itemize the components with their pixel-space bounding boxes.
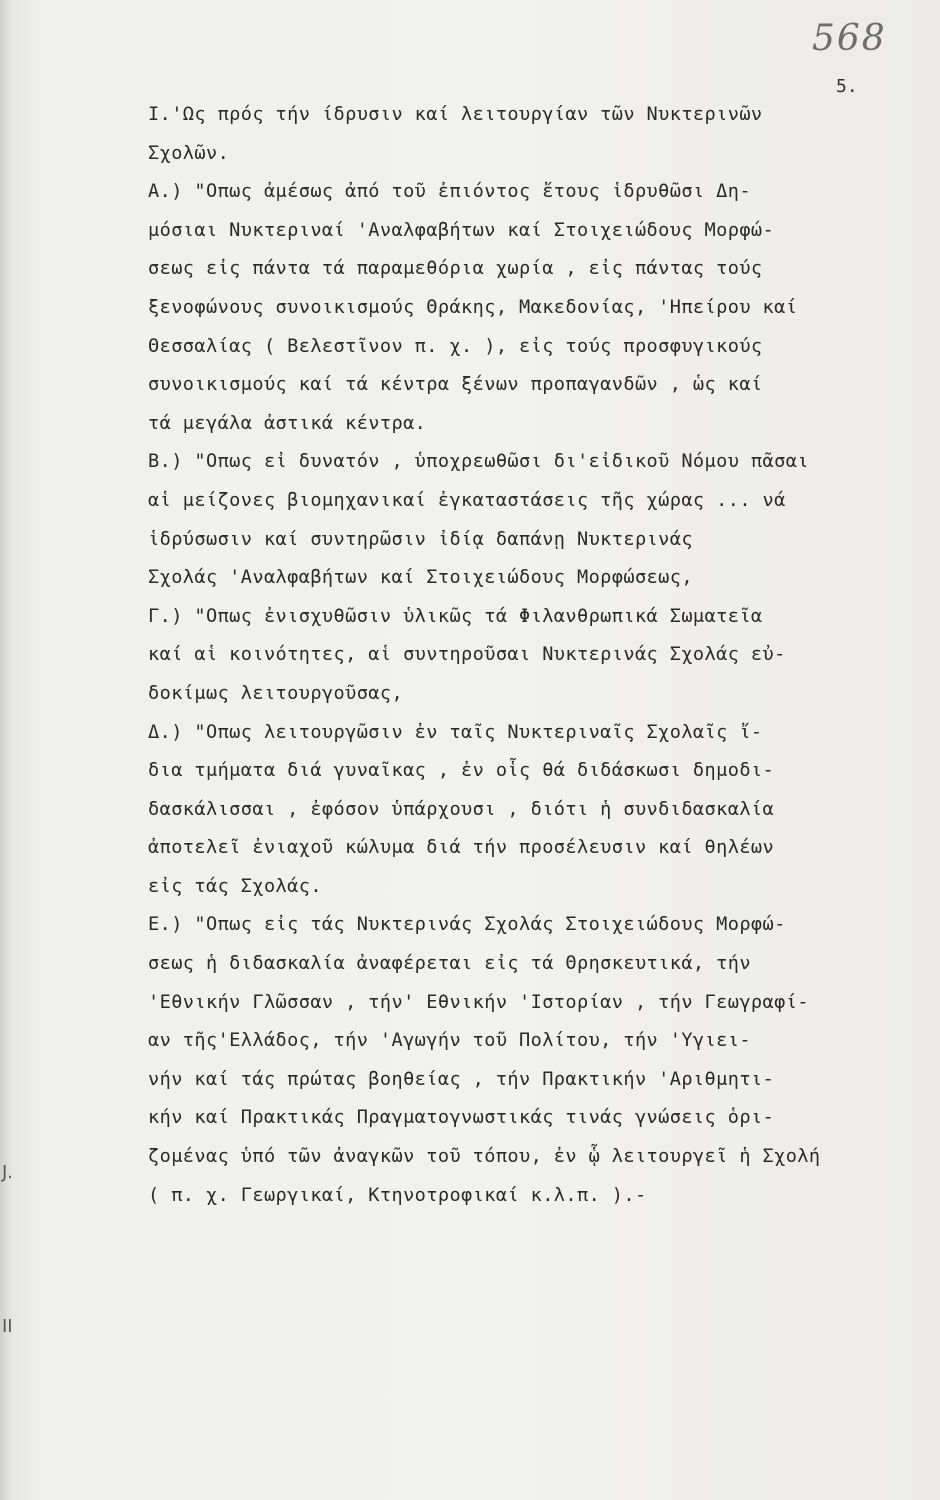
text-line: ( π. χ. Γεωργικαί, Κτηνοτροφικαί κ.λ.π. ).-	[148, 1184, 647, 1206]
margin-mark-1: J.	[2, 1162, 14, 1183]
folio-number: 568	[812, 18, 887, 59]
text-line: ἱδρύσωσιν καί συντηρῶσιν ἰδίᾳ δαπάνῃ Νυκτερινάς	[148, 528, 693, 550]
text-line: δασκάλισσαι , ἐφόσον ὑπάρχουσι , διότι ἡ συνδιδασκαλία	[148, 798, 775, 820]
scan-edge	[0, 0, 12, 1500]
text-line: ξενοφώνους συνοικισμούς Θράκης, Μακεδονίας, 'Ηπείρου καί	[148, 296, 798, 318]
text-line: Θεσσαλίας ( Βελεστῖνον π. χ. ), εἰς τούς προσφυγικούς	[148, 335, 763, 357]
text-line: Ι.'Ως πρός τήν ίδρυσιν καί λειτουργίαν τῶν Νυκτερινῶν	[148, 104, 763, 125]
text-line: Β.) "Οπως εἰ δυνατόν , ὑποχρεωθῶσι δι'εἰδικοῦ Νόμου πᾶσαι	[148, 451, 809, 473]
text-line: δοκίμως λειτουργοῦσας,	[148, 682, 404, 704]
text-line: μόσιαι Νυκτεριναί 'Αναλφαβήτων καί Στοιχειώδους Μορφώ-	[148, 219, 775, 241]
text-line: 'Εθνικήν Γλῶσσαν , τήν' Εθνικήν 'Ιστορίαν , τήν Γεωγραφί-	[148, 991, 809, 1013]
text-line: ἀποτελεῖ ἐνιαχοῦ κώλυμα διά τήν προσέλευσιν καί θηλέων	[148, 837, 775, 859]
page-number: 5.	[836, 76, 858, 97]
text-line: Ε.) "Οπως εἰς τάς Νυκτερινάς Σχολάς Στοιχειώδους Μορφώ-	[148, 914, 786, 936]
text-line: αν τῆς'Ελλάδος, τήν 'Αγωγήν τοῦ Πολίτου, τήν 'Υγιει-	[148, 1030, 751, 1052]
text-line: καί αἱ κοινότητες, αἱ συντηροῦσαι Νυκτερινάς Σχολάς εὐ-	[148, 644, 786, 666]
text-line: δια τμήματα διά γυναῖκας , ἐν οἷς θά διδάσκωσι δημοδι-	[148, 760, 775, 782]
text-line: Σχολάς 'Αναλφαβήτων καί Στοιχειώδους Μορφώσεως,	[148, 567, 693, 589]
text-line: Γ.) "Οπως ἐνισχυθῶσιν ὑλικῶς τά Φιλανθρωπικά Σωματεῖα	[148, 605, 763, 627]
text-line: εἰς τάς Σχολάς.	[148, 875, 322, 897]
text-line: αἱ μείζονες βιομηχανικαί ἐγκαταστάσεις τῆς χώρας ... νά	[148, 489, 786, 511]
text-line: νήν καί τάς πρώτας βοηθείας , τήν Πρακτικήν 'Αριθμητι-	[148, 1068, 775, 1090]
text-line: τά μεγάλα ἀστικά κέντρα.	[148, 412, 427, 434]
text-line: Δ.) "Οπως λειτουργῶσιν ἐν ταῖς Νυκτεριναῖς Σχολαῖς ἴ-	[148, 721, 763, 743]
text-line: κήν καί Πρακτικάς Πραγματογνωστικάς τινάς γνώσεις ὁρι-	[148, 1107, 775, 1129]
text-line: σεως ἡ διδασκαλία ἀναφέρεται εἰς τά Θρησκευτικά, τήν	[148, 953, 751, 975]
body-text	[148, 96, 938, 1215]
text-line: Σχολῶν.	[148, 142, 230, 164]
text-line: ζομένας ὑπό τῶν ἀναγκῶν τοῦ τόπου, ἐν ᾧ λειτουργεῖ ἡ Σχολή	[148, 1146, 821, 1168]
text-line: συνοικισμούς καί τά κέντρα ξένων προπαγανδῶν , ὡς καί	[148, 374, 763, 396]
text-line: Α.) "Οπως ἀμέσως ἀπό τοῦ ἐπιόντος ἔτους ἱδρυθῶσι Δη-	[148, 181, 751, 203]
text-line: σεως εἰς πάντα τά παραμεθόρια χωρία , εἰς πάντας τούς	[148, 258, 763, 280]
margin-mark-2: II	[2, 1316, 13, 1337]
